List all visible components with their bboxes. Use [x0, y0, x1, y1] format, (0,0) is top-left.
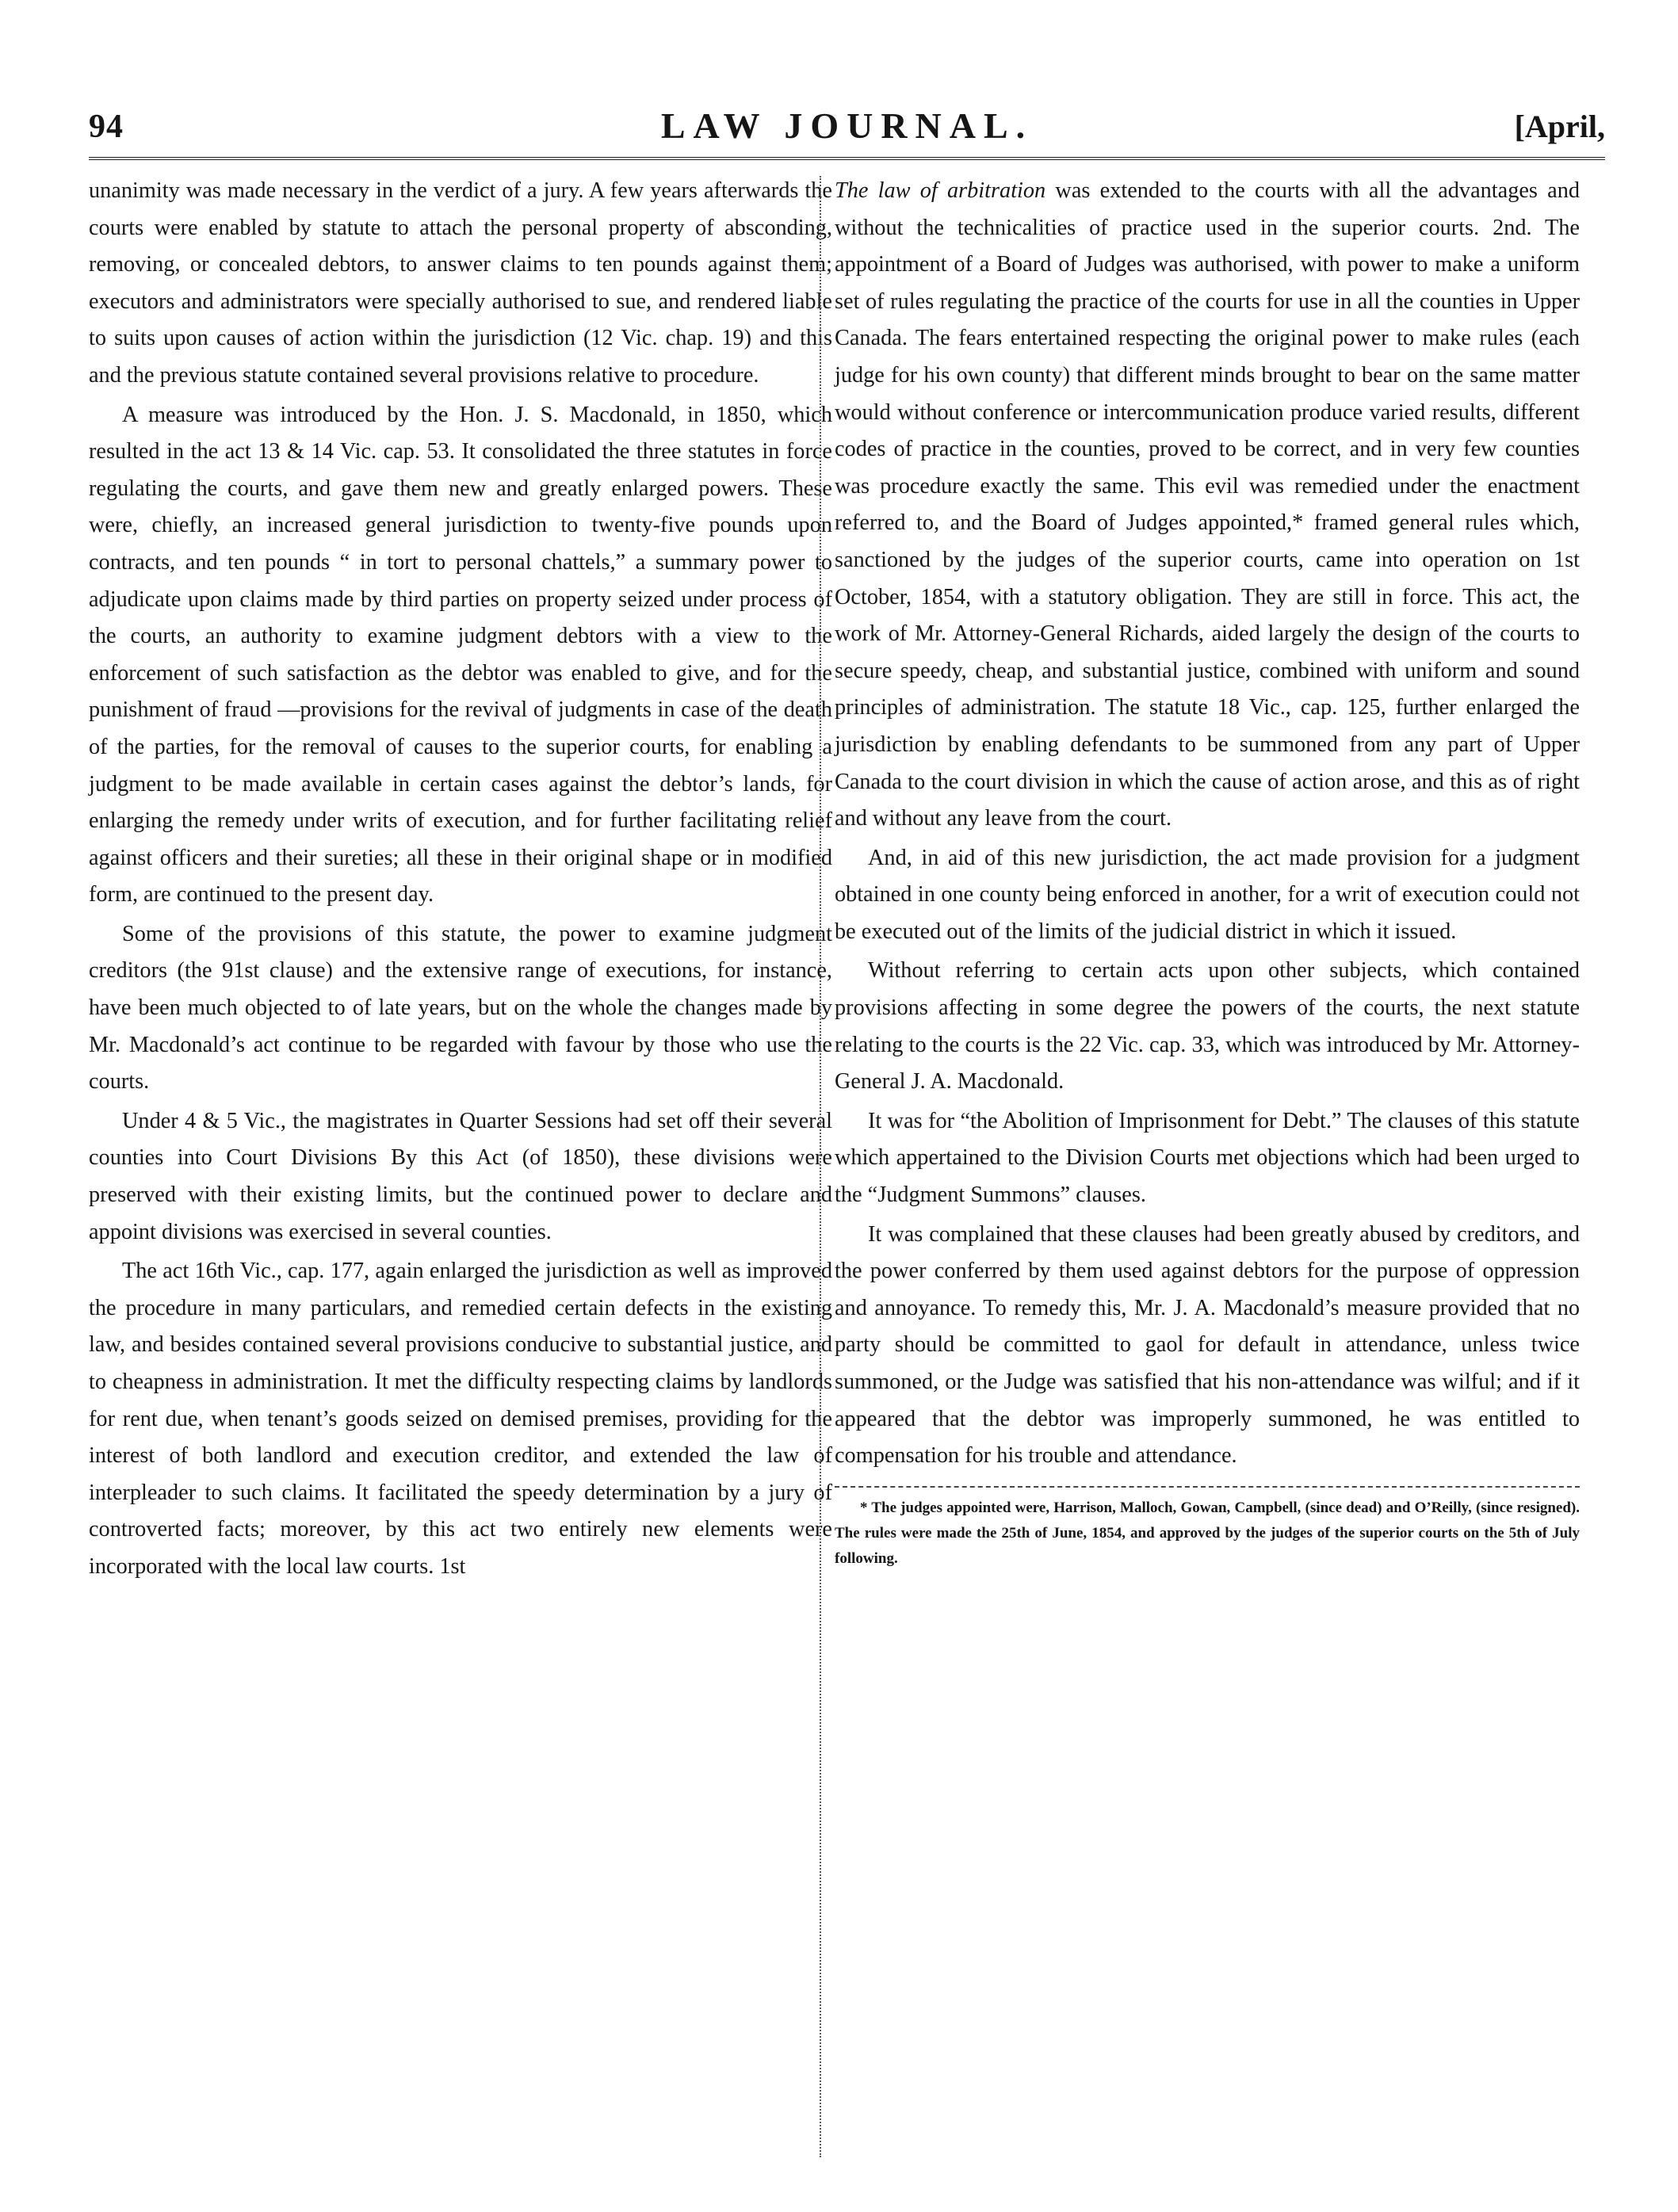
paragraph: It was complained that these clauses had been greatly abused by creditors, and the power conferred by them used against debtors for the purpose of oppression and annoyance. To remedy this, Mr. J. A. Macdonald’s measure provided that no party should be committed to gaol for default in attendance, unless twice summoned, or the Judge was satisfied that his non-attendance was wilful; and if it appeared that the debtor was improperly summoned, he was entitled to compensation for his trouble and attendance.	[835, 1221, 1580, 1469]
paragraph	[835, 173, 1580, 838]
paragraph: It was for “the Abolition of Imprisonment for Debt.” The clauses of this statute which appertained to the Division Courts met objections which had been urged to the “Judgment Summons” clauses.	[835, 1108, 1580, 1208]
footnote-rule	[835, 1486, 1580, 1488]
paragraph: And, in aid of this new jurisdiction, the act made provision for a judgment obtained in one county being enforced in another, for a writ of execution could not be executed out of the limits of the judicial district in which it issued.	[835, 845, 1580, 944]
paragraph: Without referring to certain acts upon other subjects, which contained provisions affecting in some degree the powers of the courts, the next statute relating to the courts is the 22 Vic. cap. 33, which was introduced by Mr. Attorney-General J. A. Macdonald.	[835, 958, 1580, 1095]
right-column	[835, 173, 1580, 1572]
paragraph: A measure was introduced by the Hon. J. S. Macdonald, in 1850, which resulted in the act 13 & 14 Vic. cap. 53. It consolidated the three statutes in force regulating the courts, and gave them new and greatly enlarged powers. These were, chiefly, an increased general jurisdiction to twenty-five pounds upon contracts, and ten pounds “ in tort to personal chattels,” a summary power to adjudicate upon claims made by third parties on property seized under process of the courts, an authority to examine judgment debtors with a view to the enforcement of such satisfaction as the debtor was enabled to give, and for the punishment of fraud —provisions for the revival of judgments in case of the death of the parties, for the removal of causes to the superior courts, for enabling a judgment to be made available in certain cases against the debtor’s lands, for enlarging the remedy under writs of execution, and for further facilitating relief against officers and their sureties; all these in their original shape or in modified form, are continued to the present day.	[89, 402, 832, 907]
paragraph: The act 16th Vic., cap. 177, again enlarged the jurisdiction as well as improved the procedure in many particulars, and remedied certain defects in the existing law, and besides contained several provisions conducive to substantial justice, and to cheapness in administration. It met the difficulty respecting claims by landlords for rent due, when tenant’s goods seized on demised premises, providing for the interest of both landlord and execution creditor, and extended the law of interpleader to such claims. It facilitated the speedy determination by a jury of controverted facts; moreover, by this act two entirely new elements were incorporated with the local law courts. 1st	[89, 1259, 832, 1579]
running-header	[89, 101, 1605, 157]
journal-title: LAW JOURNAL.	[660, 105, 1034, 146]
column-divider	[820, 176, 821, 2157]
page-number: 94	[89, 109, 124, 145]
paragraph: unanimity was made necessary in the verdict of a jury. A few years afterwards the courts were enabled by statute to attach the personal property of absconding, removing, or concealed debtors, to answer claims to ten pounds against them; executors and administrators were specially authorised to sue, and rendered liable to suits upon causes of action within the jurisdiction (12 Vic. chap. 19) and this and the previous statute contained several provisions relative to procedure.	[89, 178, 832, 388]
issue-month: [April,	[1514, 109, 1605, 144]
paragraph: Under 4 & 5 Vic., the magistrates in Quarter Sessions had set off their several counties into Court Divisions By this Act (of 1850), these divisions were preserved with their existing limits, but the continued power to declare and appoint divisions was exercised in several counties.	[89, 1108, 832, 1244]
footnote: * The judges appointed were, Harrison, Malloch, Gowan, Campbell, (since dead) and O’Reilly, (since resigned). The rules were made the 25th of June, 1854, and approved by the judges of the superior courts on the 5th of July following.	[835, 1499, 1580, 1567]
italic-phrase: The law of arbitration	[835, 178, 1046, 203]
paragraph: Some of the provisions of this statute, the power to examine judgment creditors (the 91st clause) and the extensive range of executions, for instance, have been much objected to of late years, but on the whole the changes made by Mr. Macdonald’s act continue to be regarded with favour by those who use the courts.	[89, 921, 832, 1095]
header-rule	[89, 157, 1605, 162]
paragraph-text: was extended to the courts with all the advantages and without the technicalities of practice used in the superior courts. 2nd. The appointment of a Board of Judges was authorised, with power to make a uniform set of rules regulating the practice of the courts for use in all the counties in Upper Canada. The fears entertained respecting the original power to make rules (each judge for his own county) that different minds brought to bear on the same matter would without conference or intercommunication produce varied results, different codes of practice in the counties, proved to be correct, and in very few counties was procedure exactly the same. This evil was remedied under the enactment referred to, and the Board of Judges appointed,* framed general rules which, sanctioned by the judges of the superior courts, came into operation on 1st October, 1854, with a statutory obligation. They are still in force. This act, the work of Mr. Attorney-General Richards, aided largely the design of the courts to secure speedy, cheap, and substantial justice, combined with uniform and sound principles of administration. The statute 18 Vic., cap. 125, further enlarged the jurisdiction by enabling defendants to be summoned from any part of Upper Canada to the court division in which the cause of action arose, and this as of right and without any leave from the court.	[835, 178, 1580, 831]
left-column	[89, 173, 832, 1588]
